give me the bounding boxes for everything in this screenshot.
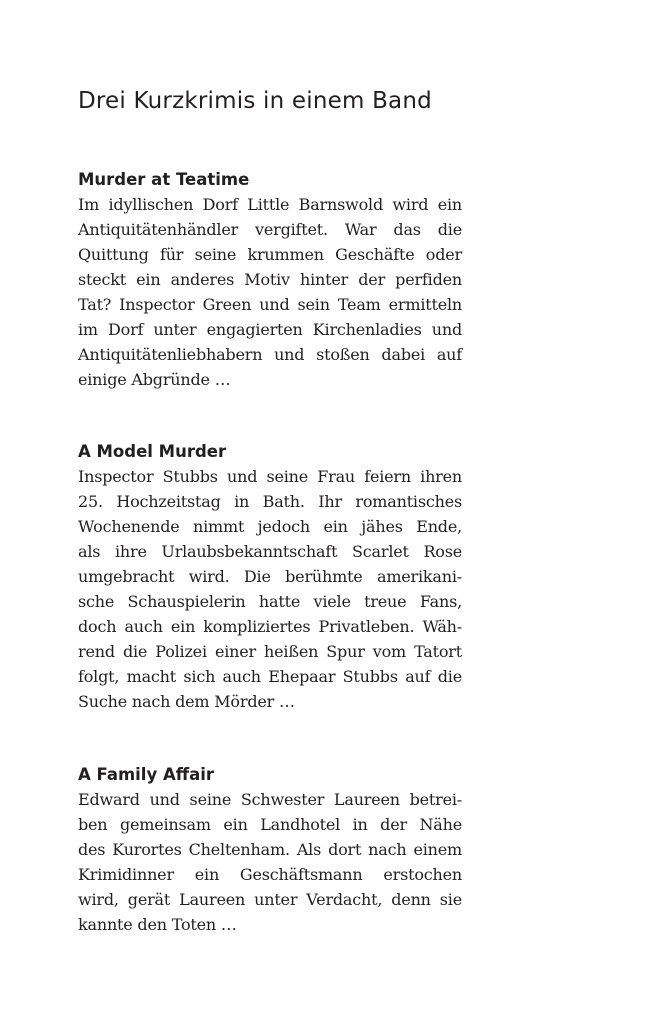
text-line: wird, gerät Laureen unter Verdacht, denn sie <box>78 890 462 909</box>
text-line: Inspector Stubbs und seine Frau feiern ihren <box>78 467 462 486</box>
text-line: folgt, macht sich auch Ehepaar Stubbs auf die <box>78 667 462 686</box>
text-line: umgebracht wird. Die berühmte amerikani- <box>78 567 462 586</box>
text-line: einige Abgründe … <box>78 370 231 389</box>
text-line: sche Schauspielerin hatte viele treue Fans, <box>78 592 462 611</box>
text-line: Antiquitätenhändler vergiftet. War das die <box>78 220 462 239</box>
section-heading: A Model Murder <box>78 442 227 461</box>
text-line: Wochenende nimmt jedoch ein jähes Ende, <box>78 517 462 536</box>
section-a-family-affair <box>78 762 462 937</box>
text-line: steckt ein anderes Motiv hinter der perfiden <box>78 270 462 289</box>
section-murder-at-teatime <box>78 167 462 392</box>
text-line: Tat? Inspector Green und sein Team ermitteln <box>78 295 462 314</box>
text-line: des Kurortes Cheltenham. Als dort nach einem <box>78 840 462 859</box>
text-line: Quittung für seine krummen Geschäfte oder <box>78 245 462 264</box>
text-line: im Dorf unter engagierten Kirchenladies und <box>78 320 462 339</box>
text-line: als ihre Urlaubsbekanntschaft Scarlet Rose <box>78 542 462 561</box>
section-a-model-murder <box>78 439 462 714</box>
text-line: Krimidinner ein Geschäftsmann erstochen <box>78 865 462 884</box>
text-line: Im idyllischen Dorf Little Barnswold wird ein <box>78 195 462 214</box>
section-heading: Murder at Teatime <box>78 170 250 189</box>
text-line: Edward und seine Schwester Laureen betrei- <box>78 790 462 809</box>
page-title: Drei Kurzkrimis in einem Band <box>78 88 432 114</box>
text-line: 25. Hochzeitstag in Bath. Ihr romantisches <box>78 492 462 511</box>
text-line: Suche nach dem Mörder … <box>78 692 295 711</box>
text-line: ben gemeinsam ein Landhotel in der Nähe <box>78 815 462 834</box>
text-line: rend die Polizei einer heißen Spur vom Tatort <box>78 642 462 661</box>
text-line: doch auch ein kompliziertes Privatleben. Wäh- <box>78 617 462 636</box>
text-line: kannte den Toten … <box>78 915 237 934</box>
text-line: Antiquitätenliebhabern und stoßen dabei auf <box>78 345 462 364</box>
section-heading: A Family Affair <box>78 765 215 784</box>
